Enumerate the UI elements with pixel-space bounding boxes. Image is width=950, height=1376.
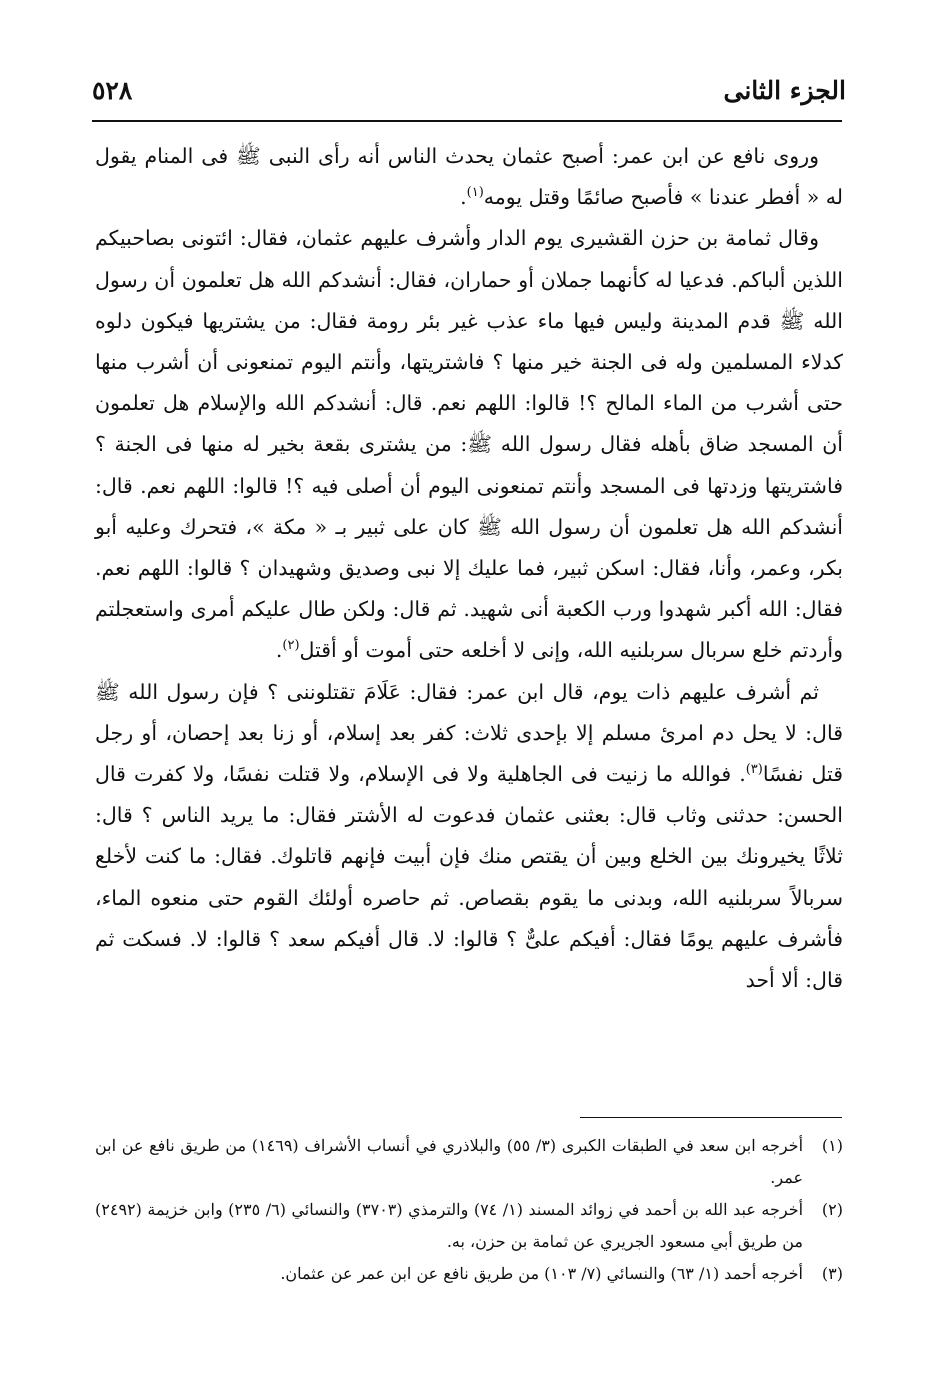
footnote-number: (٣) — [821, 1264, 843, 1283]
header-rule — [92, 120, 842, 122]
paragraph — [95, 672, 843, 1002]
paragraph-text: وقال ثمامة بن حزن القشيرى يوم الدار وأشرف عليهم عثمان، فقال: ائتونى بصاحبيكم اللذين ألباكم. فدعيا له كأنهما جملان أو حماران، فقال: أنشدكم الله هل تعلمون أن رسول الله ﷺ قدم المدينة وليس فيها ماء عذب غير بئر رومة فقال: من يشتريها فيكون دلوه كدلاء المسلمين وله فى الجنة خير منها ؟ فاشتريتها، وأنتم اليوم تمنعونى أن أشرب منها حتى أشرب من الماء المالح ؟! قالوا: اللهم نعم. قال: أنشدكم الله والإسلام هل تعلمون أن المسجد ضاق بأهله فقال رسول الله ﷺ: من يشترى بقعة بخير له منها فى الجنة ؟ فاشتريتها وزدتها فى المسجد وأنتم تمنعونى اليوم أن أصلى فيه ؟! قالوا: اللهم نعم. قال: أنشدكم الله هل تعلمون أن رسول الله ﷺ كان على ثبير بـ « مكة »، فتحرك وعليه أبو بكر، وعمر، وأنا، فقال: اسكن ثبير، فما عليك إلا نبى وصديق وشهيدان ؟ قالوا: اللهم نعم. فقال: الله أكبر شهدوا ورب الكعبة أنى شهيد. ثم قال: ولكن طال عليكم أمرى واستعجلتم وأردتم خلع سربال سربلنيه الله، وإنى لا أخلعه حتى أموت أو أقتل — [95, 226, 843, 663]
footnote — [95, 1258, 843, 1290]
footnote-ref: (٣) — [745, 762, 763, 778]
paragraph-text: ثم أشرف عليهم ذات يوم، قال ابن عمر: فقال: عَلَامَ تقتلوننى ؟ فإن رسول الله ﷺ قال: لا يحل دم امرئ مسلم إلا بإحدى ثلاث: كفر بعد إسلام، أو زنا بعد إحصان، أو رجل قتل نفسًا — [95, 679, 844, 787]
page-number: ٥٢٨ — [92, 75, 133, 105]
page-header — [92, 70, 846, 110]
footnote-number: (١) — [821, 1136, 843, 1155]
footnote-text: أخرجه ابن سعد في الطبقات الكبرى (٣/ ٥٥) والبلاذري في أنساب الأشراف (١٤٦٩) من طريق نافع عن ابن عمر. — [95, 1136, 804, 1187]
footnote-ref: (١) — [466, 185, 484, 201]
footnote — [95, 1194, 843, 1258]
paragraph-tail: . — [275, 638, 283, 663]
main-text — [95, 136, 843, 1001]
paragraph-tail: . — [460, 185, 467, 210]
paragraph-text: وروى نافع عن ابن عمر: أصبح عثمان يحدث الناس أنه رأى النبى ﷺ فى المنام يقول له « أفطر عندنا » فأصبح صائمًا وقتل يومه — [95, 144, 843, 210]
footnote-text: أخرجه عبد الله بن أحمد في زوائد المسند (١/ ٧٤) والترمذي (٣٧٠٣) والنسائي (٦/ ٢٣٥) وابن خزيمة (٢٤٩٢) من طريق أبي مسعود الجريري عن ثمامة بن حزن، به. — [95, 1200, 804, 1251]
footnote-text: أخرجه أحمد (١/ ٦٣) والنسائي (٧/ ١٠٣) من طريق نافع عن ابن عمر عن عثمان. — [280, 1264, 803, 1283]
footnote-rule — [580, 1117, 842, 1118]
footnote-ref: (٢) — [282, 638, 300, 654]
running-title: الجزء الثانى — [723, 75, 846, 105]
paragraph — [95, 136, 843, 218]
paragraph-tail: . فوالله ما زنيت فى الجاهلية ولا فى الإسلام، ولا قتلت نفسًا، ولا كفرت قال الحسن: حدثنى وثاب قال: بعثنى عثمان فدعوت له الأشتر فقال: ما يريد الناس ؟ قال: ثلاثًا يخيرونك بين الخلع وبين أن يقتص منك فإن أبيت فإنهم قاتلوك. فقال: ما كنت لأخلع سربالاً سربلنيه الله، وبدنى ما يقوم بقصاص. ثم حاصره أولئك القوم حتى منعوه الماء، فأشرف عليهم يومًا فقال: أفيكم علىٌّ ؟ قالوا: لا. قال أفيكم سعد ؟ قالوا: لا. فسكت ثم قال: ألا أحد — [95, 762, 843, 993]
footnotes — [95, 1130, 843, 1290]
footnote-number: (٢) — [821, 1200, 843, 1219]
footnote — [95, 1130, 843, 1194]
paragraph — [95, 218, 843, 671]
